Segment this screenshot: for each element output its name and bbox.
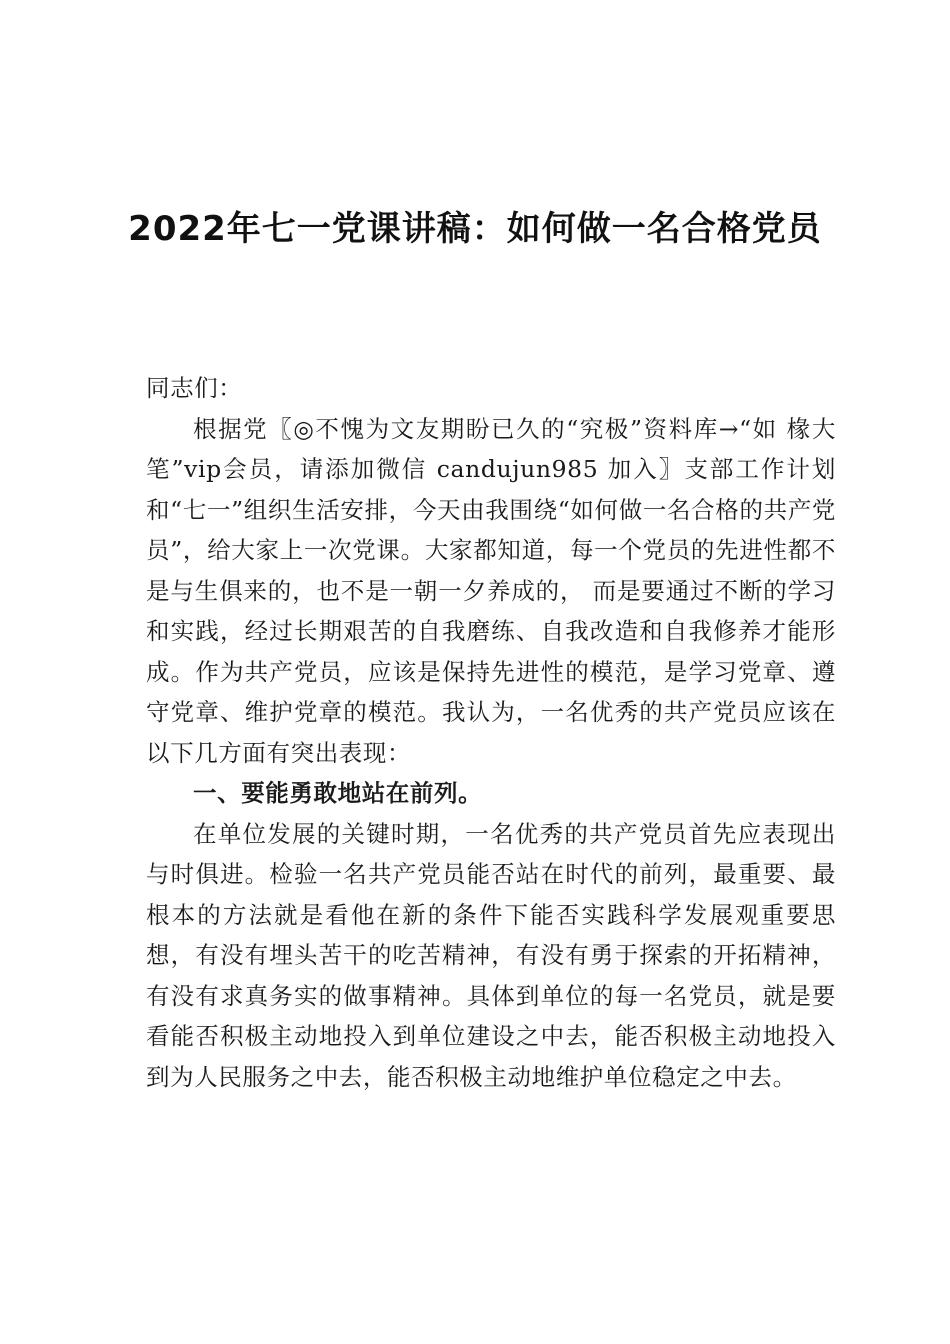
- salutation: 同志们：: [146, 374, 243, 402]
- document-title: 2022年七一党课讲稿：如何做一名合格党员: [128, 208, 822, 249]
- section-heading-1: 一、要能勇敢地站在前列。: [193, 779, 483, 807]
- paragraph-section-1: 在单位发展的关键时期，一名优秀的共产党员首先应表现出与时俱进。检验一名共产党员能否站在时代的前列，最重要、最根本的方法就是看他在新的条件下能否实践科学发展观重要思想，有没有埋头苦干的吃苦精神，有没有勇于探索的开拓精神，有没有求真务实的做事精神。具体到单位的每一名党员，就是要看能否积极主动地投入到单位建设之中去，能否积极主动地投入到为人民服务之中去，能否积极主动地维护单位稳定之中去。: [146, 819, 836, 1091]
- document-body: [146, 368, 836, 1097]
- paragraph-intro: 根据党〖◎不愧为文友期盼已久的“究极”资料库→“如 椽大笔”vip会员，请添加微信 candujun985 加入〗支部工作计划和“七一”组织生活安排，今天由我围绕“如何做一名合格的共产党员”，给大家上一次党课。大家都知道，每一个党员的先进性都不是与生俱来的，也不是一朝一夕养成的， 而是要通过不断的学习和实践，经过长期艰苦的自我磨练、自我改造和自我修养才能形成。作为共产党员，应该是保持先进性的模范，是学习党章、遵守党章、维护党章的模范。我认为，一名优秀的共产党员应该在以下几方面有突出表现：: [146, 414, 836, 767]
